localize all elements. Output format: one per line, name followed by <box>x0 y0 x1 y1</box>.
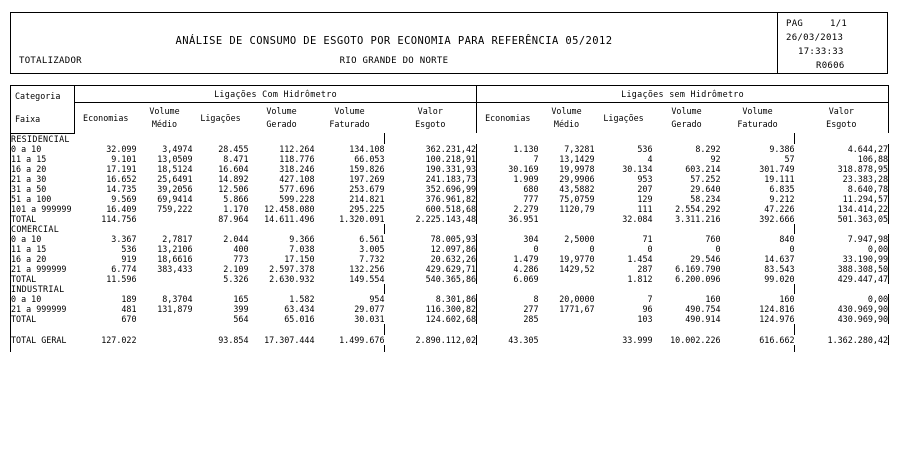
col-ligacoes-com: Ligações <box>200 113 241 123</box>
table-row: 11 a 15 536 13,2106 400 7.038 3.005 12.097,86 0 0 0 0 0 0,00 <box>11 243 889 254</box>
col-volume-faturado-sem: Volume Faturado <box>737 106 778 129</box>
report-header <box>10 12 888 74</box>
col-volume-medio-sem: Volume Médio <box>551 106 582 129</box>
table-row: 31 a 50 14.735 39,2056 12.506 577.696 253.679 352.696,99 680 43,5882 207 29.640 6.835 8.640,78 <box>11 183 889 194</box>
col-economias-sem: Economias <box>485 113 531 123</box>
table-row: 16 a 20 919 18,6616 773 17.150 7.732 20.632,26 1.479 19,9770 1.454 29.546 14.637 33.190,99 <box>11 253 889 264</box>
col-valor-esgoto-sem: Valor Esgoto <box>795 103 889 134</box>
spacer-row <box>11 324 889 335</box>
group-header-com-hidrometro: Ligações Com Hidrômetro <box>75 86 477 103</box>
table-row: 0 a 10 189 8,3704 165 1.582 954 8.301,86 8 20,0000 7 160 160 0,00 <box>11 293 889 304</box>
section-title-row <box>11 284 889 294</box>
col-volume-gerado-sem: Volume Gerado <box>671 106 702 129</box>
faixa-label: Faixa <box>15 114 41 124</box>
table-row: 21 a 30 16.652 25,6491 14.892 427.108 197.269 241.183,73 1.909 29,9906 953 57.252 19.111 23.383,28 <box>11 173 889 184</box>
totalizador-label: TOTALIZADOR <box>19 56 82 66</box>
header-meta <box>777 13 887 73</box>
table-row: 0 a 10 3.367 2,7817 2.044 9.366 6.561 78.005,93 304 2,5000 71 760 840 7.947,98 <box>11 233 889 244</box>
col-volume-faturado-com: Volume Faturado <box>329 106 370 129</box>
table-row: 0 a 10 32.099 3,4974 28.455 112.264 134.108 362.231,42 1.130 7,3281 536 8.292 9.386 4.644,27 <box>11 143 889 154</box>
page-number: 1/1 <box>830 19 848 29</box>
consumption-table <box>10 85 889 352</box>
section-title-industrial: INDUSTRIAL <box>11 284 75 294</box>
table-total-row: TOTAL 670 564 65.016 30.031 124.602,68 285 103 490.914 124.976 430.969,90 <box>11 313 889 324</box>
report-subtitle: RIO GRANDE DO NORTE <box>339 56 449 66</box>
col-valor-esgoto-com: Valor Esgoto <box>385 103 477 134</box>
table-total-row: TOTAL 114.756 87.964 14.611.496 1.320.091 2.225.143,48 36.951 32.084 3.311.216 392.666 501.363,05 <box>11 213 889 224</box>
col-volume-medio-com: Volume Médio <box>149 106 180 129</box>
report-table <box>10 85 888 352</box>
table-row: 16 a 20 17.191 18,5124 16.604 318.246 159.826 190.331,93 30.169 19,9978 30.134 603.214 301.749 318.878,95 <box>11 163 889 174</box>
report-time: 17:33:33 <box>798 47 844 57</box>
group-header-sem-hidrometro: Ligações sem Hidrômetro <box>477 86 889 103</box>
col-ligacoes-sem: Ligações <box>603 113 644 123</box>
table-row: 51 a 100 9.569 69,9414 5.866 599.228 214.821 376.961,82 777 75,0759 129 58.234 9.212 11.294,57 <box>11 193 889 204</box>
section-title-row <box>11 224 889 234</box>
table-subheader-row <box>11 103 889 134</box>
col-volume-gerado-com: Volume Gerado <box>266 106 297 129</box>
section-title-residencial: RESIDENCIAL <box>11 133 75 144</box>
table-total-row: TOTAL 11.596 5.326 2.630.932 149.554 540.365,86 6.069 1.812 6.200.096 99.020 429.447,47 <box>11 273 889 284</box>
report-title: ANÁLISE DE CONSUMO DE ESGOTO POR ECONOMIA PARA REFERÊNCIA 05/2012 <box>175 35 613 47</box>
report-code: R0606 <box>816 61 845 71</box>
table-row: 101 a 999999 16.409 759,222 1.170 12.458.080 295.225 600.518,68 2.279 1120,79 111 2.554.292 47.226 134.414,22 <box>11 203 889 214</box>
header-main <box>11 13 777 73</box>
category-label: Categoria <box>15 91 61 101</box>
bottom-spacer-row <box>11 345 889 352</box>
page-label: PAG <box>786 19 804 29</box>
table-row: 21 a 999999 481 131,879 399 63.434 29.077 116.300,82 277 1771,67 96 490.754 124.816 430.969,90 <box>11 303 889 314</box>
category-header-cell <box>11 86 75 134</box>
col-economias-com: Economias <box>83 113 129 123</box>
table-row: 11 a 15 9.101 13,0509 8.471 118.776 66.053 100.218,91 7 13,1429 4 92 57 106,88 <box>11 153 889 164</box>
table-group-header-row <box>11 86 889 103</box>
grand-total-row: TOTAL GERAL 127.022 93.854 17.307.444 1.499.676 2.890.112,02 43.305 33.999 10.002.226 616.662 1.362.280,42 <box>11 334 889 345</box>
grand-total-label: TOTAL GERAL <box>11 335 75 345</box>
section-title-row <box>11 133 889 144</box>
table-row: 21 a 999999 6.774 383,433 2.109 2.597.378 132.256 429.629,71 4.286 1429,52 287 6.169.790 83.543 388.308,50 <box>11 263 889 274</box>
section-title-comercial: COMERCIAL <box>11 224 75 234</box>
report-date: 26/03/2013 <box>786 33 844 43</box>
